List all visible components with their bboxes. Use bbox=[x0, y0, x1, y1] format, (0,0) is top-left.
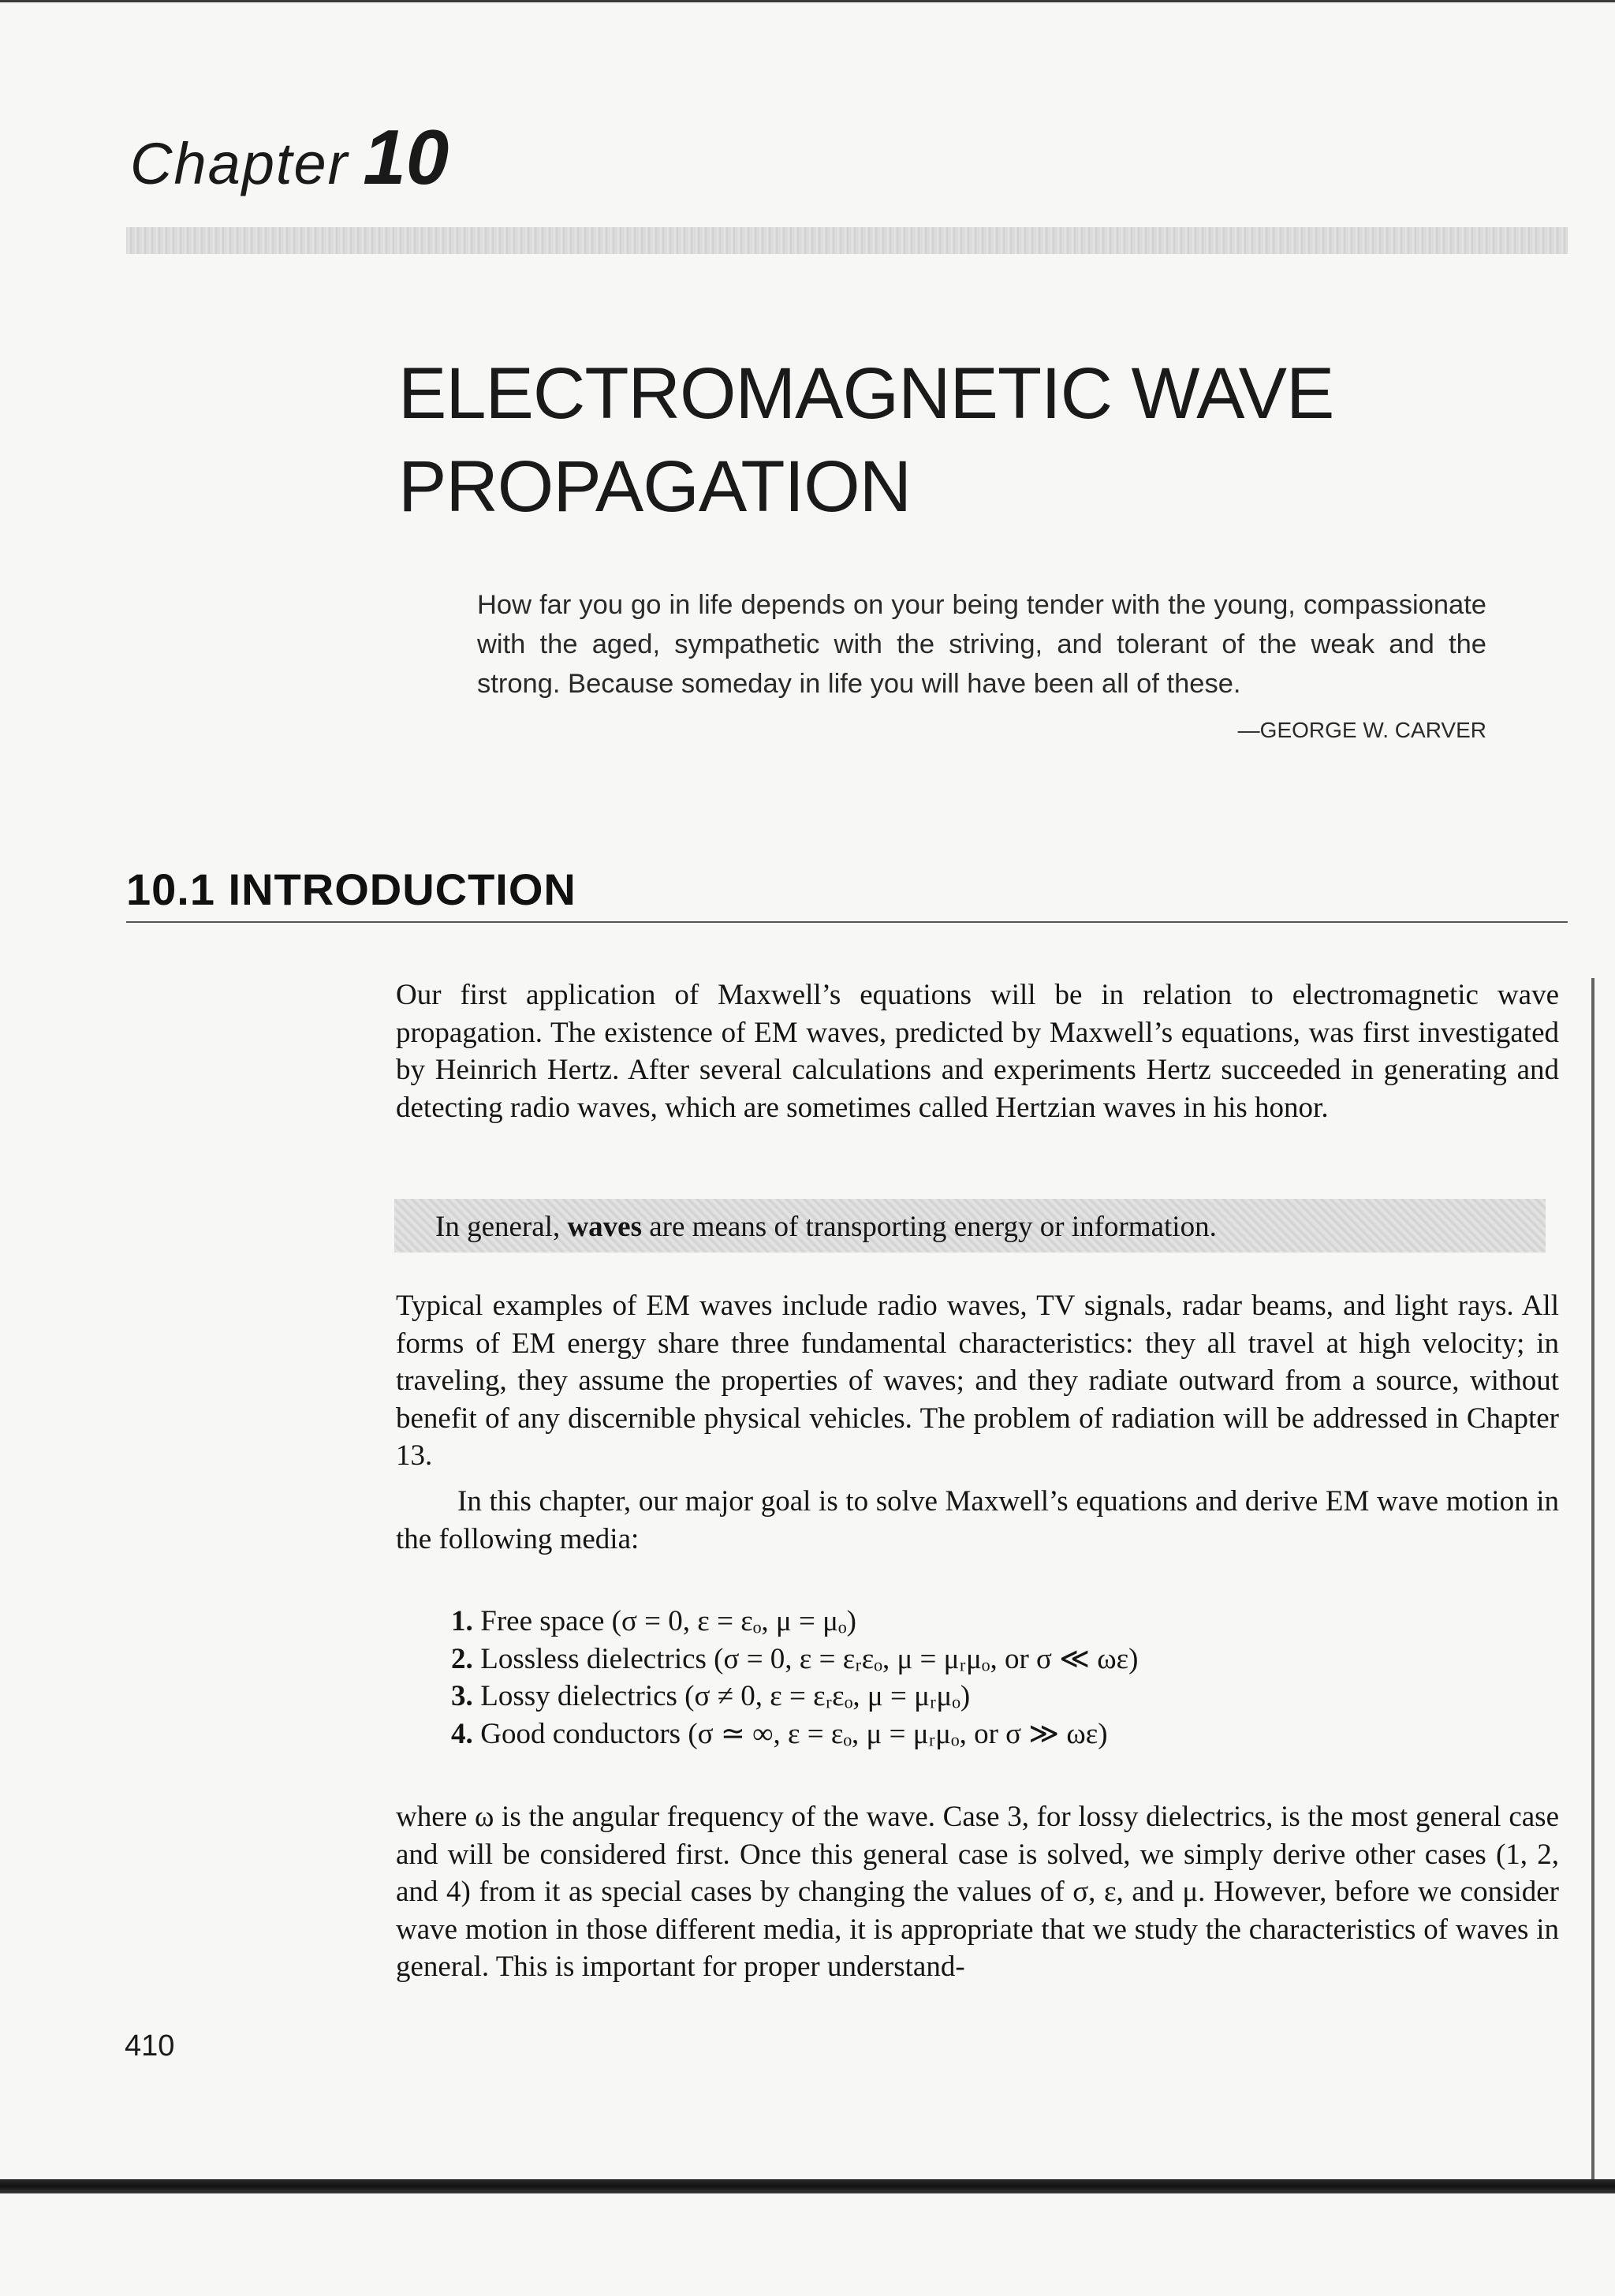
chapter-title-line-1: ELECTROMAGNETIC WAVE bbox=[398, 353, 1334, 434]
epigraph-author: —GEORGE W. CARVER bbox=[1237, 718, 1486, 742]
paragraph-chapter-goal: In this chapter, our major goal is to solve Maxwell’s equations and derive EM wave motion in the following media: bbox=[396, 1485, 1559, 1555]
list-item-number: 2. bbox=[451, 1642, 473, 1675]
section-heading: 10.1 INTRODUCTION bbox=[126, 864, 576, 914]
chapter-number: 10 bbox=[363, 114, 449, 200]
highlight-before: In general, bbox=[435, 1211, 568, 1243]
media-list bbox=[451, 1603, 1138, 1753]
page-number: 410 bbox=[125, 2029, 175, 2063]
chapter-label bbox=[130, 114, 449, 200]
chapter-banner bbox=[126, 227, 1568, 254]
chapter-title bbox=[398, 347, 1542, 533]
intro-paragraph: Our first application of Maxwell’s equations will be in relation to electromagnetic wave propagation. The existence of EM waves, predicted by Maxwell’s equations, was first investigated by Heinrich Hertz. After several calculations and experiments Hertz succeeded in generating and detecting radio waves, which are sometimes called Hertzian waves in his honor. bbox=[396, 979, 1559, 1124]
list-item bbox=[451, 1715, 1138, 1753]
highlight-after: are means of transporting energy or information. bbox=[642, 1211, 1217, 1243]
top-rule bbox=[0, 0, 1615, 2]
list-item bbox=[451, 1678, 1138, 1715]
paragraph-angular-frequency: where ω is the angular frequency of the wave. Case 3, for lossy dielectrics, is the most general case and will be considered first. Once this general case is solved, we simply derive other cases (1, 2, and 4) from it as special cases by changing the values of σ, ε, and μ. However, before we consider wave motion in those different media, it is appropriate that we study the characteristics of waves in general. This is important for proper understand- bbox=[396, 1801, 1559, 1983]
paragraph-em-examples: Typical examples of EM waves include radio waves, TV signals, radar beams, and light rays. All forms of EM energy share three fundamental characteristics: they all travel at high velocity; in traveling, they assume the properties of waves; and they radiate outward from a source, without benefit of any discernible physical vehicles. The problem of radiation will be addressed in Chapter 13. bbox=[396, 1290, 1559, 1472]
list-item bbox=[451, 1603, 1138, 1641]
list-item-text: Lossy dielectrics (σ ≠ 0, ε = εᵣεₒ, μ = μᵣμₒ) bbox=[480, 1680, 971, 1712]
highlight-bold-term: waves bbox=[567, 1211, 642, 1243]
chapter-title-line-2: PROPAGATION bbox=[398, 446, 912, 527]
list-item-number: 4. bbox=[451, 1717, 473, 1750]
chapter-word: Chapter bbox=[130, 131, 349, 196]
section-rule bbox=[126, 921, 1568, 923]
epigraph-quote: How far you go in life depends on your being tender with the young, compassionate with the aged, sympathetic with the striving, and tolerant of the weak and the strong. Because someday in life you will have been all of these. bbox=[477, 590, 1486, 699]
list-item-number: 3. bbox=[451, 1680, 473, 1712]
list-item-text: Good conductors (σ ≃ ∞, ε = εₒ, μ = μᵣμₒ, or σ ≫ ωε) bbox=[480, 1717, 1108, 1750]
bottom-scan-band bbox=[0, 2179, 1615, 2193]
list-item-number: 1. bbox=[451, 1605, 473, 1637]
highlight-statement bbox=[435, 1208, 1217, 1245]
list-item-text: Lossless dielectrics (σ = 0, ε = εᵣεₒ, μ = μᵣμₒ, or σ ≪ ωε) bbox=[480, 1642, 1139, 1675]
list-item-text: Free space (σ = 0, ε = εₒ, μ = μₒ) bbox=[480, 1605, 856, 1637]
list-item bbox=[451, 1641, 1138, 1678]
page-edge-shadow bbox=[1591, 978, 1594, 2185]
